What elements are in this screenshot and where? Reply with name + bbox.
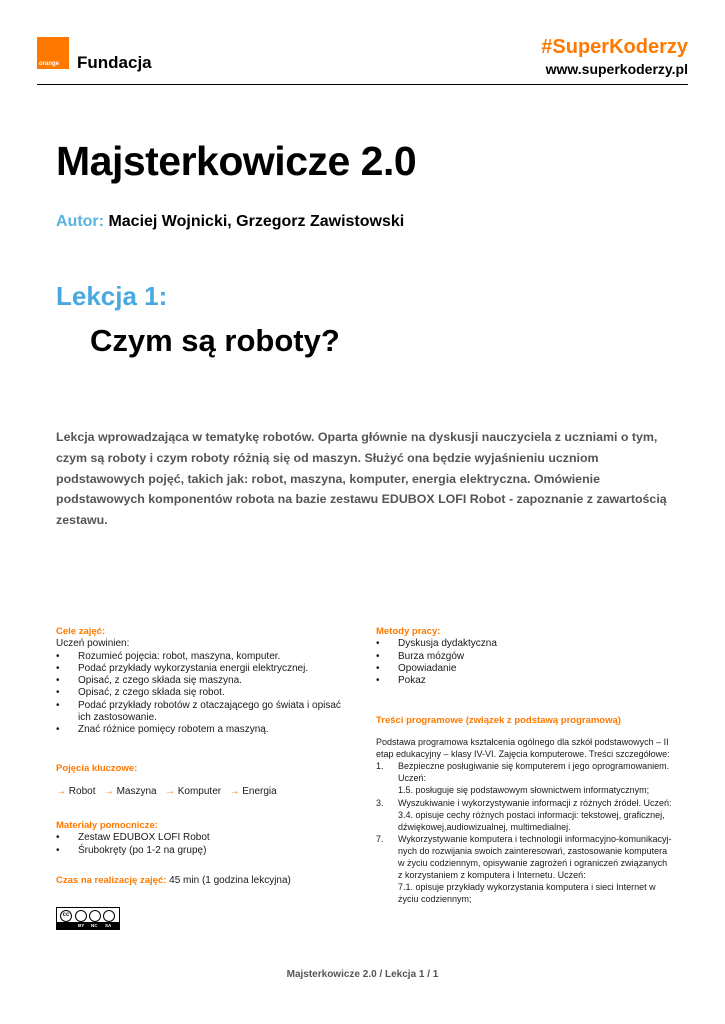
duration-label: Czas na realizację zajęć: xyxy=(56,875,167,886)
arrow-icon: → xyxy=(229,786,240,798)
goal-item: • Znać różnice pomięcy robotem a maszyną. xyxy=(56,724,348,736)
cc-icon: cc xyxy=(60,910,72,922)
keyword: Komputer xyxy=(177,786,222,798)
keywords-heading: Pojęcia kluczowe: xyxy=(56,763,138,774)
curriculum-item-sub: 1.5. posługuje się podstawowym słownictwem informatycznym; xyxy=(398,785,650,796)
curriculum-item-number: 3. xyxy=(376,797,384,808)
keywords-section xyxy=(56,763,348,799)
goal-item: • Opisać, z czego składa się robot. xyxy=(56,687,348,699)
duration-value: 45 min (1 godzina lekcyjna) xyxy=(166,875,291,886)
goal-item: • Opisać, z czego składa się maszyna. xyxy=(56,675,348,687)
author-line xyxy=(56,213,404,231)
arrow-icon: → xyxy=(103,786,114,798)
lesson-number: Lekcja 1: xyxy=(56,281,168,311)
author-label: Autor: xyxy=(56,213,104,230)
cc-sa-label: SA xyxy=(105,923,112,928)
nc-icon xyxy=(89,910,101,922)
curriculum-item xyxy=(376,833,672,906)
page-footer: Majsterkowicze 2.0 / Lekcja 1 / 1 xyxy=(286,969,439,980)
website-link[interactable]: www.superkoderzy.pl xyxy=(545,61,688,77)
curriculum-item xyxy=(376,797,672,833)
orange-logo xyxy=(37,37,69,69)
curriculum-item-sub: 7.1. opisuje przykłady wykorzystania komputera i sieci Internet w życiu codziennym; xyxy=(398,882,656,905)
author-names: Maciej Wojnicki, Grzegorz Zawistowski xyxy=(108,213,405,230)
materials-heading: Materiały pomocnicze: xyxy=(56,820,158,831)
cc-nc-label: NC xyxy=(91,923,98,928)
lesson-title: Czym są roboty? xyxy=(90,323,340,358)
curriculum-item xyxy=(376,760,672,796)
materials-section xyxy=(56,820,348,857)
curriculum-item-text: Bezpieczne posługiwanie się komputerem i jego oprogramowaniem. Uczeń: xyxy=(398,761,670,784)
hashtag: #SuperKoderzy xyxy=(541,36,688,58)
methods-heading: Metody pracy: xyxy=(376,626,441,637)
arrow-icon: → xyxy=(164,786,175,798)
keywords-list xyxy=(56,786,348,798)
curriculum-item-text: Wyszukiwanie i wykorzystywanie informacji z różnych źródeł. Uczeń: xyxy=(398,797,672,808)
keyword: Energia xyxy=(242,786,277,798)
cc-by-label: BY xyxy=(78,923,85,928)
material-item: • Śrubokręty (po 1-2 na grupę) xyxy=(56,845,348,857)
curriculum-section xyxy=(376,715,672,905)
goals-intro: Uczeń powinien: xyxy=(56,638,130,650)
duration-line xyxy=(56,875,348,887)
cc-label-band xyxy=(57,922,119,929)
goals-section xyxy=(56,626,348,737)
method-item: • Burza mózgów xyxy=(376,651,672,663)
intro-paragraph: Lekcja wprowadzająca w tematykę robotów. Oparta głównie na dyskusji nauczyciela z uczniami o tym, czym są roboty i czym roboty różnią się od maszyn. Służyć ona będzie wyjaśnieniu uczniom podstawowych pojęć, takich jak: robot, maszyna, komputer, energia elektryczna. Omówienie podstawowych komponentów robota na bazie zestawu EDUBOX LOFI Robot - zapoznanie z zawartością zestawu. xyxy=(56,430,667,528)
arrow-icon: → xyxy=(56,786,66,798)
creative-commons-badge xyxy=(56,907,120,930)
goal-item: • Podać przykłady wykorzystania energii elektrycznej. xyxy=(56,663,348,675)
keyword: Robot xyxy=(68,786,96,798)
by-person-icon xyxy=(75,910,87,922)
curriculum-intro: Podstawa programowa kształcenia ogólnego dla szkół podstawowych – II etap edukacyjny – klasy IV-VI. Zajęcia komputerowe. Treści szczegółowe: xyxy=(376,737,670,760)
keyword: Maszyna xyxy=(116,786,157,798)
curriculum-item-sub: 3.4. opisuje cechy różnych postaci informacji: tekstowej, graficznej, dźwiękowej,audiowizualnej, multimedialnej. xyxy=(398,809,665,832)
material-item: • Zestaw EDUBOX LOFI Robot xyxy=(56,832,348,844)
goal-item: • Podać przykłady robotów z otaczającego go świata i opisać ich zastosowanie. xyxy=(56,700,348,725)
method-item: • Opowiadanie xyxy=(376,663,672,675)
method-item: • Dyskusja dydaktyczna xyxy=(376,638,672,650)
method-item: • Pokaz xyxy=(376,675,672,687)
logo-text: orange xyxy=(39,61,60,67)
header-divider xyxy=(37,84,688,85)
curriculum-item-number: 1. xyxy=(376,761,384,772)
methods-section xyxy=(376,626,672,687)
foundation-label: Fundacja xyxy=(77,53,152,72)
curriculum-heading: Treści programowe (związek z podstawą programową) xyxy=(376,715,621,726)
curriculum-item-number: 7. xyxy=(376,833,384,844)
document-title: Majsterkowicze 2.0 xyxy=(56,138,417,184)
goals-heading: Cele zajęć: xyxy=(56,626,106,637)
curriculum-item-text: Wykorzystywanie komputera i technologii informacyjno-komunikacyj-nych do rozwijania swoich zainteresowań, zastosowanie komputera w życiu codziennym, opisywanie zagrożeń i ograniczeń związanych z korzystaniem z komputera i Internetu. Uczeń: xyxy=(398,833,672,881)
goal-item: • Rozumieć pojęcia: robot, maszyna, komputer. xyxy=(56,651,348,663)
sa-icon xyxy=(103,910,115,922)
